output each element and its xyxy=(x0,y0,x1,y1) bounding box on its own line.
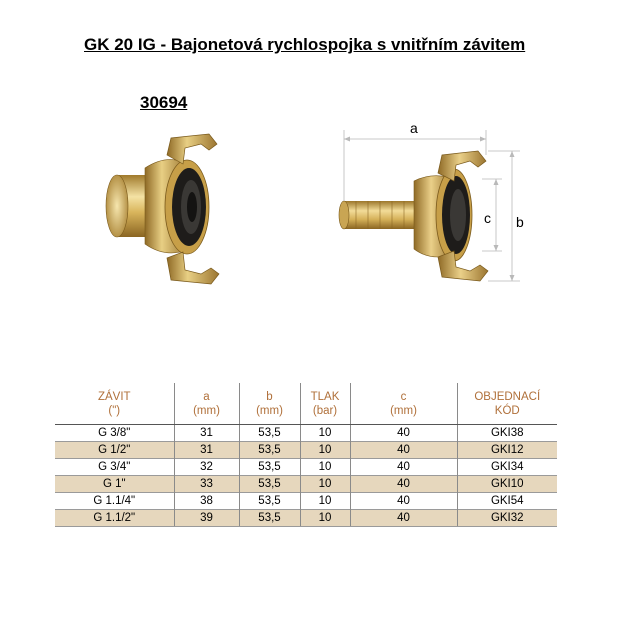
cell-order-code: GKI10 xyxy=(457,476,557,493)
cell-thread: G 1/2" xyxy=(55,442,174,459)
cell-pressure: 10 xyxy=(300,425,350,442)
cell-order-code: GKI12 xyxy=(457,442,557,459)
dimension-b-label: b xyxy=(516,214,524,230)
page-title: GK 20 IG - Bajonetová rychlospojka s vnitřním závitem xyxy=(84,35,526,54)
dimension-a-label: a xyxy=(410,120,418,136)
cell-order-code: GKI38 xyxy=(457,425,557,442)
cell-b: 53,5 xyxy=(239,476,300,493)
table-header-row xyxy=(55,383,557,425)
cell-order-code: GKI32 xyxy=(457,510,557,527)
cell-thread: G 3/8" xyxy=(55,425,174,442)
cell-c: 40 xyxy=(350,442,457,459)
cell-a: 31 xyxy=(174,442,239,459)
coupling-photo xyxy=(105,130,235,300)
cell-a: 39 xyxy=(174,510,239,527)
header-thread: ZÁVIT (") xyxy=(55,383,174,425)
cell-pressure: 10 xyxy=(300,510,350,527)
cell-order-code: GKI34 xyxy=(457,459,557,476)
cell-c: 40 xyxy=(350,476,457,493)
header-pressure: TLAK (bar) xyxy=(300,383,350,425)
cell-c: 40 xyxy=(350,493,457,510)
cell-b: 53,5 xyxy=(239,459,300,476)
cell-c: 40 xyxy=(350,459,457,476)
table-row xyxy=(55,442,557,459)
cell-a: 33 xyxy=(174,476,239,493)
table-row xyxy=(55,459,557,476)
header-c: c (mm) xyxy=(350,383,457,425)
cell-pressure: 10 xyxy=(300,476,350,493)
spec-table xyxy=(55,383,557,527)
cell-b: 53,5 xyxy=(239,425,300,442)
cell-a: 32 xyxy=(174,459,239,476)
cell-thread: G 1" xyxy=(55,476,174,493)
dimension-diagram xyxy=(330,115,545,315)
cell-b: 53,5 xyxy=(239,493,300,510)
cell-pressure: 10 xyxy=(300,493,350,510)
cell-thread: G 1.1/4" xyxy=(55,493,174,510)
table-row xyxy=(55,510,557,527)
cell-pressure: 10 xyxy=(300,459,350,476)
cell-order-code: GKI54 xyxy=(457,493,557,510)
cell-thread: G 1.1/2" xyxy=(55,510,174,527)
cell-thread: G 3/4" xyxy=(55,459,174,476)
cell-c: 40 xyxy=(350,510,457,527)
cell-c: 40 xyxy=(350,425,457,442)
cell-a: 38 xyxy=(174,493,239,510)
table-row xyxy=(55,425,557,442)
cell-b: 53,5 xyxy=(239,442,300,459)
cell-b: 53,5 xyxy=(239,510,300,527)
table-row xyxy=(55,493,557,510)
product-code: 30694 xyxy=(140,93,188,112)
header-order-code: OBJEDNACÍ KÓD xyxy=(457,383,557,425)
dimension-c-label: c xyxy=(484,210,491,226)
cell-a: 31 xyxy=(174,425,239,442)
cell-pressure: 10 xyxy=(300,442,350,459)
header-b: b (mm) xyxy=(239,383,300,425)
header-a: a (mm) xyxy=(174,383,239,425)
table-row xyxy=(55,476,557,493)
